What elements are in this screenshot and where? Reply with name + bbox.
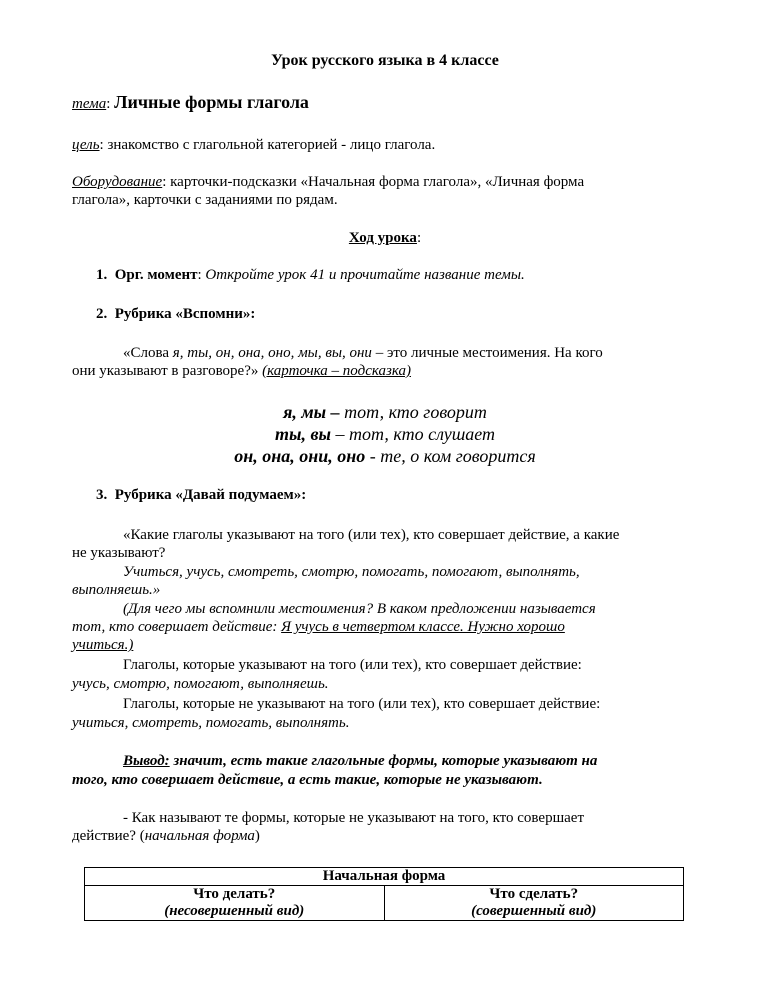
section-1-text: Откройте урок 41 и прочитайте название темы. [205, 267, 525, 283]
table-row [85, 886, 684, 921]
s3-line-1: «Какие глаголы указывают на того (или тех), кто совершает действие, а какие [123, 527, 620, 543]
section-2-para-2 [72, 362, 411, 380]
initial-form-table [84, 867, 684, 921]
question-line-1: - Как называют те формы, которые не указывают на того, кто совершает [123, 810, 585, 826]
course-label: Ход урока [348, 230, 417, 246]
card-1-text: тот, кто говорит [339, 402, 487, 422]
card-line-3 [72, 445, 698, 467]
section-3-heading [96, 486, 306, 504]
section-3-number: 3. [96, 487, 108, 503]
table-cell-perfective [384, 886, 684, 921]
table-header: Начальная форма [85, 868, 684, 886]
topic-line: тема: Личные формы глагола [72, 92, 309, 112]
section-2-number: 2. [96, 306, 108, 322]
conclusion-label: Вывод: [123, 753, 170, 769]
example-sentence: Я учусь в четвертом классе. Нужно хорошо [281, 619, 565, 635]
topic-label: тема [72, 96, 107, 112]
goal-value: : знакомство с глагольной категорией - лицо глагола. [99, 137, 436, 153]
s3-line-3: Учиться, учусь, смотреть, смотрю, помогать, помогают, выполнять, [123, 564, 580, 580]
col2-subtitle: (совершенный вид) [471, 903, 597, 919]
conclusion-text-1: значит, есть такие глагольные формы, которые указывают на [169, 753, 598, 769]
page-title: Урок русского языка в 4 классе [271, 52, 499, 69]
s3-line-2: не указывают? [72, 545, 166, 561]
equipment-text-1: : карточки-подсказки «Начальная форма глагола», «Личная форма [162, 174, 585, 190]
col2-title: Что сделать? [489, 886, 579, 902]
pronouns-list: я, ты, он, она, оно, мы, вы, они [172, 345, 372, 361]
s3-line-4: выполняешь.» [72, 582, 161, 598]
section-2-para-1 [123, 344, 603, 362]
col1-subtitle: (несовершенный вид) [164, 903, 305, 919]
answer-initial-form: начальная форма [144, 828, 255, 844]
s3-line-11: учиться, смотреть, помогать, выполнять. [72, 715, 350, 731]
s2-text-d: они указывают в разговоре?» [72, 363, 263, 379]
topic-value: Личные формы глагола [114, 92, 309, 112]
equipment-label: Оборудование [72, 174, 163, 190]
question-close: ) [254, 828, 260, 844]
equipment-line-1 [72, 173, 584, 191]
card-line-2 [72, 423, 698, 445]
s3-line-5: (Для чего мы вспомнили местоимения? В каком предложении называется [123, 601, 596, 617]
card-2-pronouns: ты, вы [274, 424, 331, 444]
s3-line-7: учиться.) [72, 637, 134, 653]
question-text: действие? ( [72, 828, 145, 844]
goal-label: цель [72, 137, 100, 153]
s3-line-6-text: тот, кто совершает действие: [72, 619, 282, 635]
question-line-2 [72, 827, 260, 845]
card-3-text: - те, о ком говорится [365, 446, 536, 466]
section-2-heading [96, 305, 255, 323]
section-2-title: Рубрика «Вспомни»: [114, 306, 256, 322]
card-line-1 [72, 401, 698, 423]
section-1-number: 1. [96, 267, 108, 283]
col1-title: Что делать? [193, 886, 276, 902]
card-1-pronouns: я, мы – [283, 402, 340, 422]
table-header-row [85, 868, 684, 886]
s3-line-9: учусь, смотрю, помогают, выполняешь. [72, 676, 329, 692]
goal-line [72, 136, 435, 154]
section-1: 1. Орг. момент: Откройте урок 41 и прочитайте название темы. [96, 267, 525, 283]
conclusion-line-1 [123, 752, 597, 770]
conclusion-line-2: того, кто совершает действие, а есть такие, которые не указывают. [72, 772, 543, 788]
s3-line-6 [72, 618, 565, 636]
section-1-title: Орг. момент [114, 267, 198, 283]
course-heading: Ход урока: [348, 230, 422, 246]
hint-card-note: (карточка – подсказка) [262, 363, 411, 379]
section-3-title: Рубрика «Давай подумаем»: [114, 487, 307, 503]
card-2-text: – тот, кто слушает [330, 424, 496, 444]
card-3-pronouns: он, она, они, оно [234, 446, 366, 466]
table-cell-imperfective [85, 886, 385, 921]
s3-line-8: Глаголы, которые указывают на того (или тех), кто совершает действие: [123, 657, 582, 673]
s2-text-a: «Слова [123, 345, 173, 361]
equipment-line-2: глагола», карточки с заданиями по рядам. [72, 192, 338, 208]
s3-line-10: Глаголы, которые не указывают на того (или тех), кто совершает действие: [123, 696, 601, 712]
s2-text-c: – это личные местоимения. На кого [371, 345, 603, 361]
